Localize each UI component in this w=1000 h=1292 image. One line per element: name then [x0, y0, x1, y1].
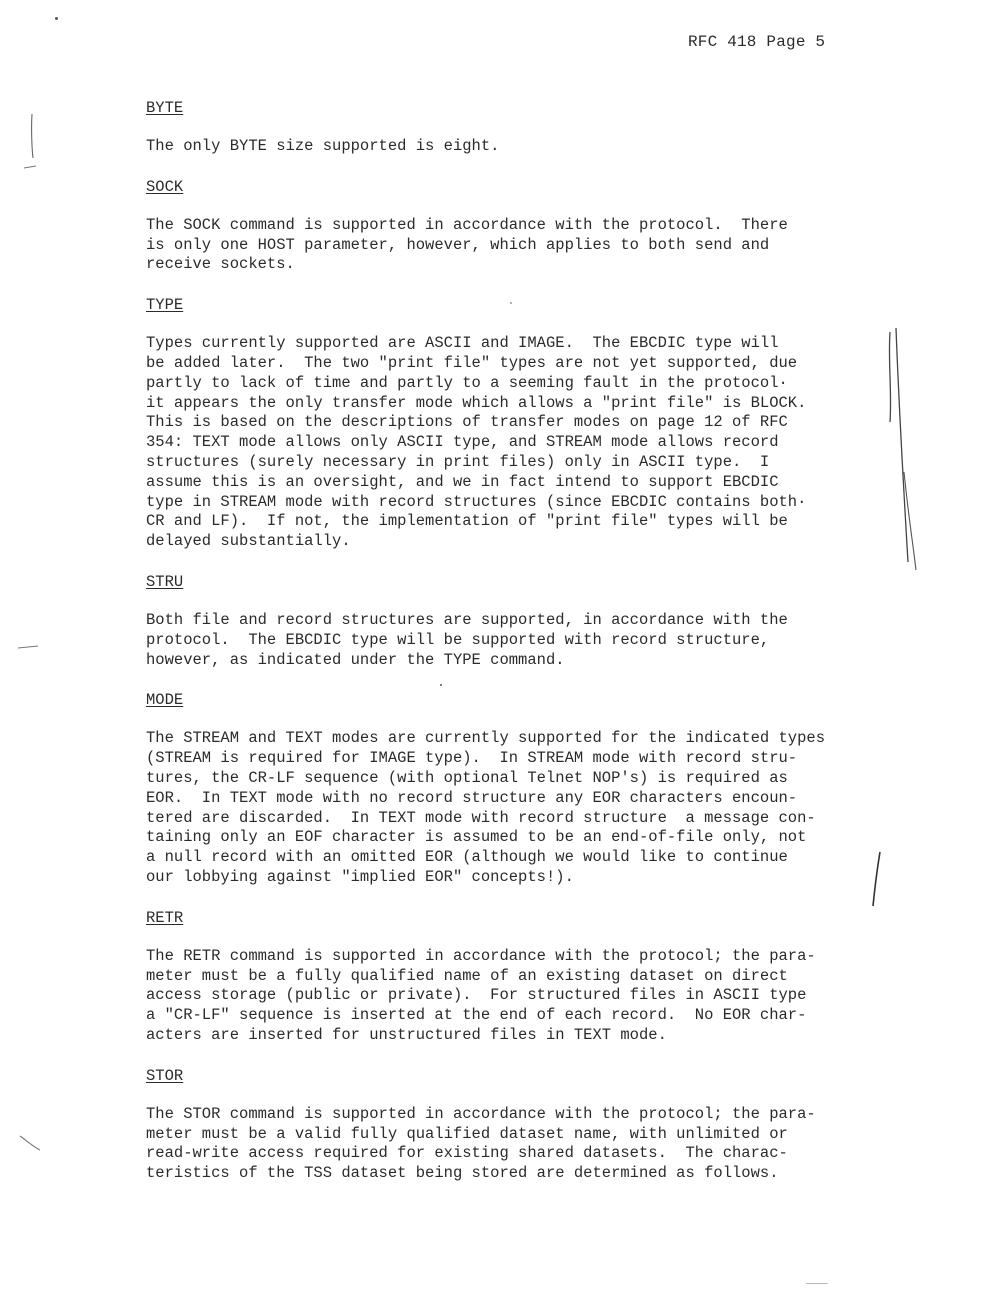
section-title: MODE: [146, 691, 184, 710]
text-line: however, as indicated under the TYPE command.: [146, 650, 565, 669]
text-line: protocol. The EBCDIC type will be supported with record structure,: [146, 630, 770, 649]
scan-speck: [510, 302, 512, 304]
text-line: structures (surely necessary in print files) only in ASCII type. I: [146, 452, 770, 471]
section-paragraph: [146, 216, 906, 275]
text-line: a "CR-LF" sequence is inserted at the end of each record. No EOR char-: [146, 1006, 807, 1025]
text-line: (STREAM is required for IMAGE type). In STREAM mode with record stru-: [146, 749, 798, 768]
text-line: Both file and record structures are supported, in accordance with the: [146, 610, 788, 629]
text-line: be added later. The two "print file" types are not yet supported, due: [146, 353, 798, 372]
text-line: The RETR command is supported in accordance with the protocol; the para-: [146, 946, 816, 965]
section-byte: [146, 98, 906, 177]
text-line: The STREAM and TEXT modes are currently supported for the indicated types: [146, 729, 826, 748]
text-line: The STOR command is supported in accordance with the protocol; the para-: [146, 1104, 816, 1123]
section-title: BYTE: [146, 99, 184, 117]
section-title: SOCK: [146, 177, 184, 196]
revision-bar-type: [880, 322, 925, 577]
scan-speck: [55, 17, 58, 20]
text-line: delayed substantially.: [146, 532, 351, 551]
scan-smudge: [806, 1283, 828, 1284]
section-stru: [146, 572, 906, 690]
section-sock: [146, 177, 906, 295]
text-line: This is based on the descriptions of transfer modes on page 12 of RFC: [146, 413, 788, 432]
section-paragraph: [146, 947, 906, 1046]
section-retr: [146, 908, 906, 1066]
scan-speck: [440, 684, 442, 686]
text-line: The SOCK command is supported in accordance with the protocol. There: [146, 215, 788, 234]
section-type: [146, 295, 906, 572]
text-line: it appears the only transfer mode which allows a "print file" is BLOCK.: [146, 393, 807, 412]
scan-edge-mark-bottom: [18, 1134, 44, 1154]
text-line: taining only an EOF character is assumed to be an end-of-file only, not: [146, 828, 807, 847]
text-line: The only BYTE size supported is eight.: [146, 137, 500, 155]
section-mode: [146, 690, 906, 907]
text-line: access storage (public or private). For structured files in ASCII type: [146, 986, 807, 1005]
text-line: is only one HOST parameter, however, which applies to both send and: [146, 235, 770, 254]
revision-bar-mode: [866, 848, 886, 910]
text-line: receive sockets.: [146, 255, 295, 274]
section-paragraph: [146, 137, 906, 157]
section-title: RETR: [146, 908, 184, 927]
text-line: type in STREAM mode with record structures (since EBCDIC contains both·: [146, 492, 807, 511]
text-line: Types currently supported are ASCII and IMAGE. The EBCDIC type will: [146, 334, 779, 353]
text-line: partly to lack of time and partly to a seeming fault in the protocol·: [146, 373, 788, 392]
text-line: a null record with an omitted EOR (although we would like to continue: [146, 848, 788, 867]
section-title: STRU: [146, 572, 184, 591]
text-line: teristics of the TSS dataset being stored are determined as follows.: [146, 1164, 779, 1183]
scan-edge-mark-middle: [16, 642, 40, 652]
text-line: EOR. In TEXT mode with no record structure any EOR characters encoun-: [146, 788, 798, 807]
text-line: read-write access required for existing shared datasets. The charac-: [146, 1144, 788, 1163]
text-line: assume this is an oversight, and we in fact intend to support EBCDIC: [146, 472, 779, 491]
section-title: STOR: [146, 1066, 184, 1085]
section-stor: [146, 1066, 906, 1184]
text-line: 354: TEXT mode allows only ASCII type, and STREAM mode allows record: [146, 433, 779, 452]
section-paragraph: [146, 729, 906, 887]
text-line: tered are discarded. In TEXT mode with record structure a message con-: [146, 808, 816, 827]
text-line: our lobbying against "implied EOR" concepts!).: [146, 867, 574, 886]
text-line: meter must be a valid fully qualified dataset name, with unlimited or: [146, 1124, 788, 1143]
section-paragraph: [146, 611, 906, 670]
text-line: meter must be a fully qualified name of an existing dataset on direct: [146, 966, 788, 985]
document-body: [146, 98, 906, 1184]
text-line: CR and LF). If not, the implementation of "print file" types will be: [146, 512, 788, 531]
text-line: tures, the CR-LF sequence (with optional Telnet NOP's) is required as: [146, 768, 788, 787]
scan-edge-mark-top: [20, 110, 40, 170]
section-paragraph: [146, 1105, 906, 1184]
text-line: acters are inserted for unstructured files in TEXT mode.: [146, 1025, 667, 1044]
section-title: TYPE: [146, 296, 184, 315]
page-header: RFC 418 Page 5: [688, 33, 826, 51]
section-paragraph: [146, 334, 906, 552]
